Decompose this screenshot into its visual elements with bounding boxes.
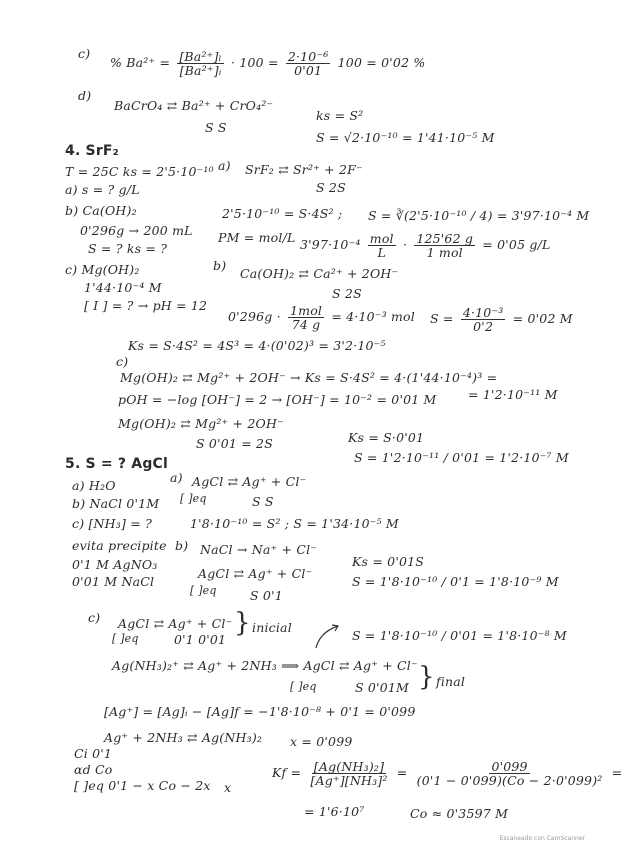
c-ba-lhs: % Ba²⁺ = <box>110 55 171 71</box>
problem-4-conditions: T = 25C ks = 2'5·10⁻¹⁰ <box>65 164 214 179</box>
d-equation: BaCrO₄ ⇄ Ba²⁺ + CrO₄²⁻ <box>114 98 274 113</box>
p5c-ag-balance: [Ag⁺] = [Ag]ᵢ − [Ag]f = −1'8·10⁻⁸ + 0'1 = 0'099 <box>104 704 416 719</box>
c-ba-percent-line <box>110 50 425 77</box>
a-conv-value: 3'97·10⁻⁴ <box>300 237 361 253</box>
c-equation: Mg(OH)₂ ⇄ Mg²⁺ + 2OH⁻ → Ks = S·4S² = 4·(1'44·10⁻⁴)³ = <box>120 370 498 385</box>
b-label: b) <box>213 258 227 273</box>
p5c-eq-marker: [ ]eq <box>112 632 139 645</box>
p5c-kf-value: = 1'6·10⁷ <box>304 804 365 819</box>
b-solubility: S = $\frac{\text{4·10⁻³}}{0'2}$ = 0'02 M <box>430 305 573 335</box>
p5c-final-note: final <box>436 674 466 689</box>
problem-4-question-b-data: 0'296g → 200 mL <box>80 223 193 238</box>
p5c-brace-final: } <box>418 662 435 692</box>
a-ks-eq: 2'5·10⁻¹⁰ = S·4S² ; <box>222 206 343 221</box>
d-s-labels: S S <box>205 120 227 135</box>
a-solubility: S = ∛(2'5·10⁻¹⁰ / 4) = 3'97·10⁻⁴ M <box>368 208 590 223</box>
c-poh: pOH = −log [OH⁻] = 2 → [OH⁻] = 10⁻² = 0'01 M <box>118 392 437 407</box>
problem-5-question-a: a) H₂O <box>72 478 116 493</box>
p5b-label: b) <box>175 538 189 553</box>
problem-4-question-c-data: 1'44·10⁻⁴ M <box>84 280 162 295</box>
problem-4-question-b: b) Ca(OH)₂ <box>65 203 137 218</box>
problem-5-question-b: b) NaCl 0'1M <box>72 496 160 511</box>
p5c-label: c) <box>88 610 101 625</box>
a-conversion: 3'97·10⁻⁴ $\frac{\text{mol}}{L}$ · $\frac{125'62 g}{\text{1 mol}}$ = 0'05 g/L <box>300 231 551 261</box>
p5c-complex-formation: Ag⁺ + 2NH₃ ⇄ Ag(NH₃)₂ <box>104 730 263 745</box>
b-mol-conversion: 0'296g · $\frac{\text{1mol}}{74 g}$ = 4·10⁻³ mol <box>228 303 415 333</box>
c-solubility-2: S = 1'2·10⁻¹¹ / 0'01 = 1'2·10⁻⁷ M <box>354 450 569 465</box>
p5c-complex-eq: Ag(NH₃)₂⁺ ⇄ Ag⁺ + 2NH₃ ⟹ AgCl ⇄ Ag⁺ + Cl⁻ <box>112 658 418 673</box>
a-label: a) <box>218 158 231 173</box>
a-s-labels: S 2S <box>316 180 346 195</box>
p5c-s-labels: 0'1 0'01 <box>174 632 227 647</box>
b-conv-frac: $\frac{\text{1mol}}{74 g}$ <box>289 303 323 333</box>
p5c-equation: AgCl ⇄ Ag⁺ + Cl⁻ <box>118 616 233 631</box>
b-s-frac: $\frac{\text{4·10⁻³}}{0'2}$ <box>462 305 504 335</box>
p5c-initial-row: Ci 0'1 <box>74 746 113 761</box>
c-label: c) <box>116 354 129 369</box>
a-molar-unit: PM = mol/L <box>218 230 296 245</box>
p5c-complex-s-labels: S 0'01M <box>355 680 410 695</box>
problem-4-question-a: a) s = ? g/L <box>65 182 140 197</box>
p5c-brace-initial: } <box>234 608 251 638</box>
problem-4-question-c: c) Mg(OH)₂ <box>65 262 140 277</box>
c-ba-label: c) <box>78 46 91 61</box>
p5c-solubility: S = 1'8·10⁻¹⁰ / 0'01 = 1'8·10⁻⁸ M <box>352 628 567 643</box>
p5c-initial-note: inicial <box>252 620 292 635</box>
p5a-calc: 1'8·10⁻¹⁰ = S² ; S = 1'34·10⁻⁵ M <box>190 516 399 531</box>
c-s-labels-2: S 0'01 = 2S <box>196 436 273 451</box>
b-equation: Ca(OH)₂ ⇄ Ca²⁺ + 2OH⁻ <box>240 266 399 281</box>
d-solubility: S = √2·10⁻¹⁰ = 1'41·10⁻⁵ M <box>316 130 495 145</box>
problem-5-note-2: 0'1 M AgNO₃ <box>72 557 158 572</box>
b-ks-result: Ks = S·4S² = 4S³ = 4·(0'02)³ = 3'2·10⁻⁵ <box>128 338 386 353</box>
p5a-eq-marker: [ ]eq <box>180 492 207 505</box>
p5c-curved-arrow-icon <box>312 622 342 650</box>
p5c-complex-eq-marker: [ ]eq <box>290 680 317 693</box>
problem-5-note-1: evita precipite <box>72 538 167 553</box>
problem-4-question-b-unknowns: S = ? ks = ? <box>88 241 168 256</box>
a-conv-frac-2: $\frac{125'62 g}{\text{1 mol}}$ <box>416 231 474 261</box>
problem-4-question-c-ph: [ I ] = ? → pH = 12 <box>84 298 208 313</box>
p5b-solubility: S = 1'8·10⁻¹⁰ / 0'1 = 1'8·10⁻⁹ M <box>352 574 559 589</box>
c-ba-mid: · 100 = <box>230 55 279 71</box>
p5b-ks: Ks = 0'01S <box>352 554 425 569</box>
p5b-eq-marker: [ ]eq <box>190 584 217 597</box>
problem-5-note-3: 0'01 M NaCl <box>72 574 155 589</box>
p5c-reaction-row-1: αd Co <box>74 762 113 777</box>
d-label: d) <box>78 88 92 103</box>
p5a-s-labels: S S <box>252 494 274 509</box>
p5a-label: a) <box>170 470 183 485</box>
p5a-equation: AgCl ⇄ Ag⁺ + Cl⁻ <box>192 474 307 489</box>
b-s-labels: S 2S <box>332 286 362 301</box>
p5c-kf-expression: Kf = $\frac{\text{[Ag(NH₃)₂]}}{\text{[Ag⁺][NH₃]²}}$ = $\frac{0'099}{\text{(0'1 − 0'099)(Co − 2·0'099)²}}$ = <box>272 759 622 789</box>
p5c-co-result: Co ≈ 0'3597 M <box>410 806 509 821</box>
p5c-kf-frac-2: $\frac{0'099}{\text{(0'1 − 0'099)(Co − 2·0'099)²}}$ <box>416 759 603 789</box>
problem-5-heading: 5. S = ? AgCl <box>65 456 169 472</box>
a-equation: SrF₂ ⇄ Sr²⁺ + 2F⁻ <box>245 162 363 177</box>
c-ba-result: 100 = 0'02 % <box>337 55 426 71</box>
p5b-s-labels: S 0'1 <box>250 588 283 603</box>
p5b-equation: NaCl → Na⁺ + Cl⁻ <box>200 542 318 557</box>
c-ba-frac-1: $\frac{\text{[Ba²⁺]ₗ}}{\text{[Ba²⁺]ᵢ}}$ <box>179 49 222 79</box>
c-equation-2: Mg(OH)₂ ⇄ Mg²⁺ + 2OH⁻ <box>118 416 284 431</box>
a-conv-frac-1: $\frac{\text{mol}}{L}$ <box>369 231 394 261</box>
p5c-x-value: x = 0'099 <box>290 734 353 749</box>
p5c-reaction-row-2: [ ]eq 0'1 − x Co − 2x <box>74 778 211 793</box>
scanner-watermark: Escaneado con CamScanner <box>499 835 585 842</box>
c-ks-2: Ks = S·0'01 <box>348 430 425 445</box>
c-ba-frac-2: $\frac{\text{2·10⁻⁶}}{0'01}$ <box>287 49 329 79</box>
problem-4-heading: 4. SrF₂ <box>65 143 120 159</box>
d-ks: ks = S² <box>316 108 364 123</box>
problem-5-question-c: c) [NH₃] = ? <box>72 516 152 531</box>
p5c-kf-frac-1: $\frac{\text{[Ag(NH₃)₂]}}{\text{[Ag⁺][NH₃]²}}$ <box>310 759 388 789</box>
c-ks-value: = 1'2·10⁻¹¹ M <box>468 387 558 402</box>
a-conv-result: = 0'05 g/L <box>482 237 551 253</box>
p5b-equation-2: AgCl ⇄ Ag⁺ + Cl⁻ <box>198 566 313 581</box>
p5c-x-marker: x <box>224 780 232 795</box>
